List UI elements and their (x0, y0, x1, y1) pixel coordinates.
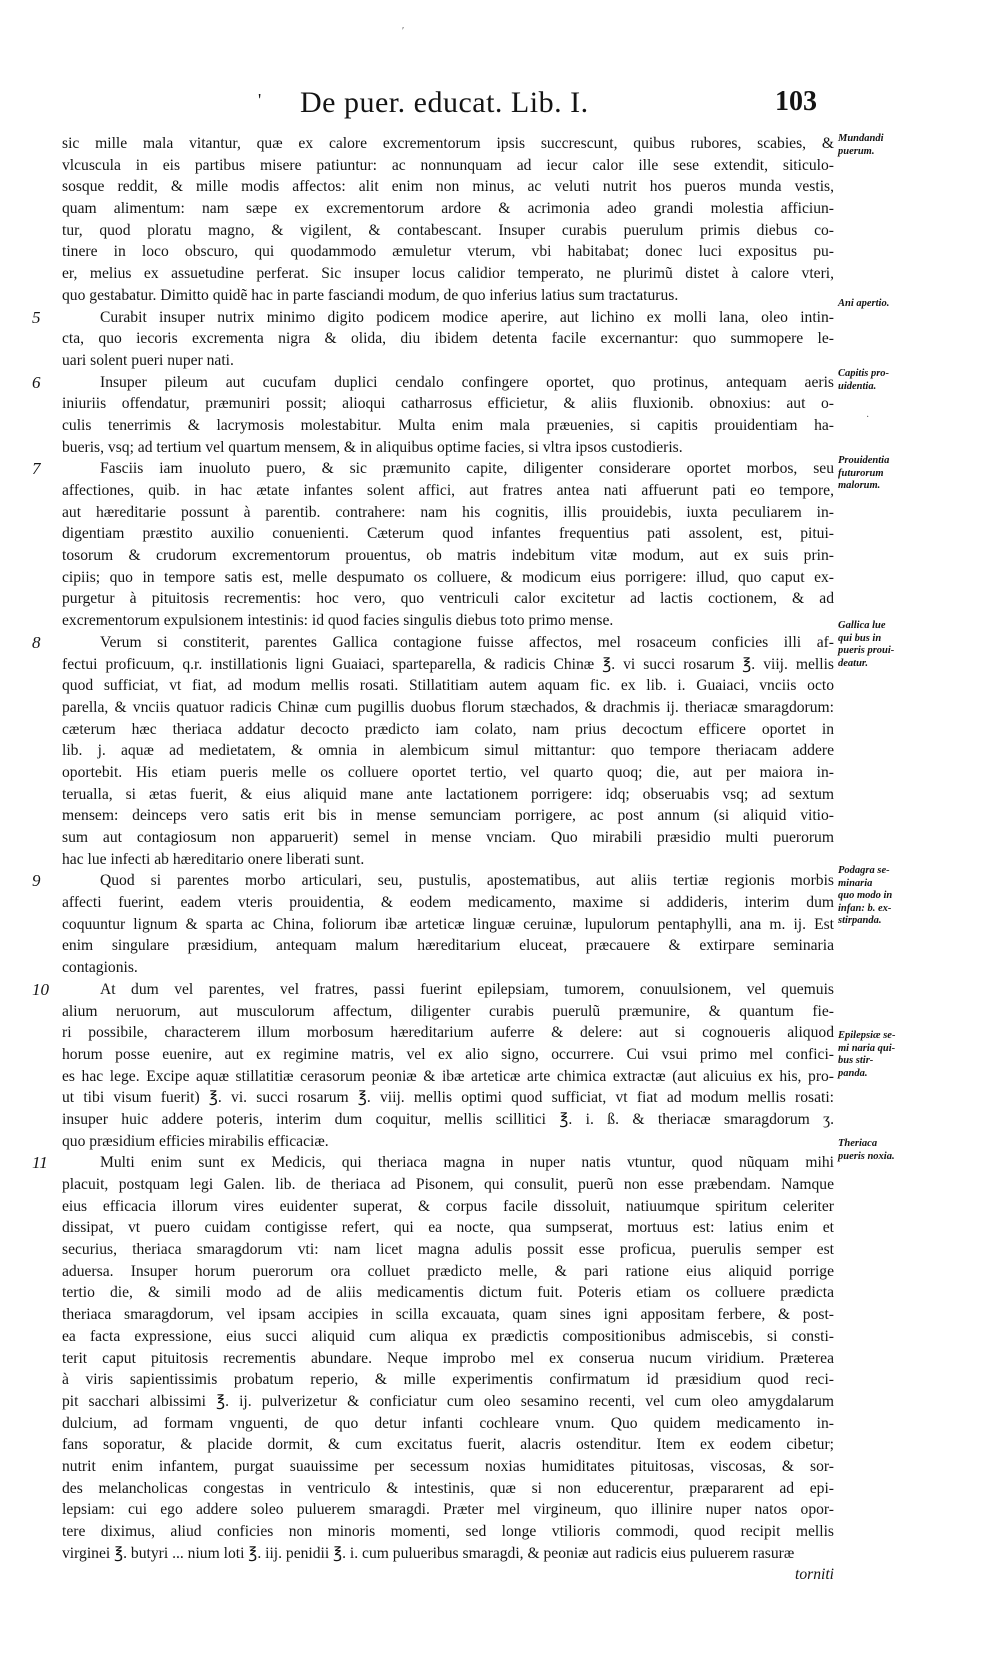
running-head (0, 86, 1000, 126)
paragraph-number: 6 (32, 372, 41, 392)
text-line: terit caput pituitosis recrementis abundare. Neque improbo mel ex conserua nucum viridium. Præterea (62, 1349, 834, 1367)
text-column (32, 133, 834, 1586)
text-line: tere diximus, aliud conficies non minoris momenti, sed longe vtilioris commodi, quod recipit mellis (62, 1523, 834, 1540)
text-line: pit sacchari albissimi ℥. ij. pulverizetur & conficiatur cum oleo sesamino recenti, vel cum oleo amygdalarum (62, 1392, 834, 1410)
text-line: alium neruorum, aut musculorum affectum, diligenter curabis puerulũ præmunire, & quantum fie- (62, 1002, 834, 1020)
text-line: quod sufficiat, vt fiat, ad modum mellis rosati. Stillatitiam autem aquam fic. ex lib. i. Guaiaci, vnciis octo (62, 677, 834, 695)
text-line: iniuriis offendatur, præmuniri possit; alioqui catharrosus efficietur, & aliis fluxionib. obnoxius: aut o- (62, 395, 834, 413)
margin-note-line: Epilepsiæ se- (838, 1030, 896, 1041)
paragraph-number: 10 (32, 979, 49, 999)
paragraph (32, 372, 834, 459)
text-line: horum posse euenire, aut ex regimine matris, vel ex alio signo, occurrere. Cui vsui primo mel confici- (62, 1045, 834, 1063)
margin-note-line: quo modo in (838, 890, 893, 901)
margin-note-line: mi naria qui- (838, 1042, 896, 1054)
paragraph (32, 979, 834, 1153)
text-line: purgetur à pituitosis recrementis: hoc vero, quo ventriculi calor excitetur ad lactis coctionem, & ad (62, 590, 834, 608)
margin-note-line: stirpanda. (838, 915, 882, 926)
text-line: des melancholicas congestas in ventriculo & intestinis, quæ si non educerentur, præpararent ad epi- (62, 1479, 834, 1497)
text-line: placuit, postquam legi Galen. lib. de theriaca ad Pisonem, qui consulit, puerũ non esse præbendam. Namque (62, 1176, 834, 1193)
text-line: ut tibi visum fuerit) ℥. vi. succi rosarum ℥. viij. mellis optimi quod sufficiat, vt fiat ad modum mellis rosati: (62, 1089, 834, 1107)
text-line: excrementorum expulsionem intestinis: id quod facies singulis diebus toto primo mense. (62, 612, 614, 630)
text-line: quo præsidium efficies mirabilis efficaciæ. (62, 1132, 329, 1150)
margin-note-line: Podagra se- (838, 865, 890, 876)
margin-note-capitis (838, 368, 988, 393)
margin-note-theriaca (838, 1138, 988, 1163)
text-line: cæterum hæc theriaca addatur decocto prædicto iam colato, nam prius decoctum efficere oportet in (62, 720, 834, 738)
text-line: virginei ℥. butyri ... nium loti ℥. iij. penidii ℥. i. cum pulueribus smaragdi, & peoniæ aut radicis eius puluerem rasuræ (62, 1544, 795, 1562)
text-line: er, melius ex assuetudine perferat. Sic insuper locus calidior temperato, ne plurimũ distet à calore vteri, (62, 265, 834, 283)
text-line: coquuntur lignum & sparta ac China, foliorum ibæ arteticæ linguæ ceruinæ, lupulorum pentaphylli, ana m. ij. Est (62, 915, 834, 933)
paragraph-number: 8 (32, 632, 41, 652)
text-line: affecti fuerint, eadem vteris prouidentia, & eodem medicamento, maxime si addideris, interim dum (62, 894, 834, 912)
text-line: eius efficacia illorum vires euidenter superat, & corpus facile dissoluit, natiuumque spiritum celeriter (62, 1197, 834, 1215)
text-line: quo gestabatur. Dimitto quidẽ hac in parte fasciandi modum, de quo inferius latius sum tractaturus. (62, 286, 679, 304)
text-line: terualla, si ætas fuerit, & eius aliquid mane ante lactationem porrigere: idq; obseruabis vsq; ad sextum (62, 785, 834, 803)
text-line: ea facta expressione, eius succi aliquid cum aliqua ex prædictis compositionibus admiscebis, si consti- (62, 1327, 834, 1345)
margin-note-line: pueris noxia. (838, 1150, 895, 1162)
text-line: securius, theriaca smaragdorum vti: nam licet magna adulis possit esse proficua, puerulis semper est (62, 1241, 834, 1259)
margin-note-line: infan: b. ex- (838, 902, 892, 914)
text-line: culis tenerrimis & lacrymosis molestabitur. Multa enim mala præuenies, si capitis prouidentiam ha- (62, 416, 834, 434)
text-line: nutrit enim infantem, purgat suauissime per secessum noxias humiditates pituitosas, viscosas, & sor- (62, 1457, 834, 1475)
margin-note-line: deatur. (838, 657, 869, 669)
text-line: oportebit. His etiam pueris melle os colluere oportet tertio, vel quarto quoq; die, aut per maiora in- (62, 763, 834, 781)
margin-note-line: Theriaca (838, 1138, 878, 1149)
paragraph (32, 870, 834, 978)
text-line: parella, & vnciis quatuor radicis Chinæ cum pugillis duobus florum stæchados, & drachmis ij. theriacæ smaragdorum: (62, 698, 834, 716)
text-line: insuper huic addere poteris, interim dum coquitur, mellis scillitici ℥. i. ß. & theriacæ smaragdorum ʒ. (62, 1110, 834, 1128)
margin-note-gallica (838, 620, 988, 670)
text-line: bueris, vsq; ad tertium vel quartum mensem, & in aliquibus optime facies, si vltra ipsos custodieris. (62, 438, 683, 456)
text-line: contagionis. (62, 959, 138, 977)
text-line: aut hæreditarie possunt à parentib. contrahere: nam his cognitis, illis prouidebis, iuxta peculiarem in- (62, 503, 834, 521)
text-line: lepsiam: cui ego addere soleo puluerem smaragdi. Præter mel virgineum, quo illinire nuper natos opor- (62, 1501, 834, 1519)
text-line: hac lue infecti ab hæreditario onere liberati sunt. (62, 850, 365, 868)
paper-speck: ′ (402, 26, 405, 37)
text-line: cipiis; quo in tempore satis est, melle despumato os colluere, & modicum eius porrigere: illud, quo caput ex- (62, 568, 834, 586)
text-line: tinere in loco obscuro, qui quodammodo æmuletur vterum, vbi habitabat; donec luci expositus pu- (62, 243, 834, 261)
margin-note-mundandi (838, 133, 988, 158)
paragraph-number: 9 (32, 871, 41, 891)
margin-note-line: minaria (838, 877, 873, 889)
text-line: dulcium, ad formam vnguenti, de quo detur infanti cochleare vnum. Quo quidem medicamento in- (62, 1414, 834, 1432)
text-line: es hac lege. Excipe aquæ stillatitiæ cerasorum peoniæ & ibæ arteticæ arte chimica extractæ (aut alicuius ex his, pro- (62, 1067, 834, 1085)
margin-note-line: Ani apertio. (838, 298, 890, 309)
paper-speck: · (866, 412, 870, 423)
margin-note-line: pueris proui- (838, 645, 895, 656)
text-line: Insuper pileum aut cucufam duplici cendalo confingere oportet, quo protinus, antequam aeris (100, 373, 834, 391)
text-line: ri possibile, characterem illum morbosum hæreditarium auferre & delere: aut si cognoueris aliquod (62, 1024, 834, 1042)
paragraph-number: 5 (32, 307, 41, 327)
text-line: digentiam præstito auxilio conuenienti. Cæterum quod infantes frequentius pati assolent, est, pitui- (62, 525, 834, 543)
margin-note-line: Capitis pro- (838, 368, 890, 379)
text-line: à viris sapientissimis probatum reperio, & mille experimentis confirmatum id præsidium quod reci- (62, 1371, 834, 1389)
text-line: quam alimentum: nam sæpe ex excrementorum ardore & acrimonia adeo grandi molestia afficiun- (62, 200, 834, 218)
text-line: theriaca smaragdorum, vel ipsam accipies in scilla excauata, quam sines igni appositam ferbere, & post- (62, 1306, 834, 1324)
margin-note-prouidentia (838, 455, 988, 493)
margin-note-line: uidentia. (838, 380, 877, 392)
text-line: Fasciis iam inuoluto puero, & sic præmunito capite, diligenter considerare oportet morbos, seu (100, 460, 834, 478)
text-line: Multi enim sunt ex Medicis, qui theriaca magna in nuper natis vtuntur, quod nũquam mihi (100, 1154, 834, 1172)
text-line: Verum si constiterit, parentes Gallica contagione fuisse affectos, mel rosaceum conficies illi af- (100, 633, 834, 651)
text-line: enim singulare præsidium, antequam malum hæreditarium eluceat, præcauere & extirpare seminaria (62, 937, 834, 955)
margin-note-line: Gallica lue (838, 620, 886, 631)
text-line: cta, quo iecoris excrementa nigra & olida, diu ibidem detenta facile excernantur: quo summopere le- (62, 330, 834, 348)
text-line: tur, quod ploratu magno, & vigilent, & contabescant. Insuper curabis puerulum primis diebus co- (62, 221, 834, 239)
text-line: aduersa. Insuper horum puerorum ora colluet prædicto melle, & pari ratione eius aliquid porrige (62, 1262, 834, 1280)
text-line: Quod si parentes morbo articulari, seu, pustulis, apostematibus, aut aliis tertiæ regionis morbis (100, 872, 834, 890)
text-line: sum aut contagiosum non apparuerit) semel in mense vnciam. Quo mirabili præsidio multi puerorum (62, 829, 834, 846)
text-line: fectui proficuum, q.r. instillationis ligni Guaiaci, sparteparella, & radicis Chinæ ℥. vi succi rosarum ℥. viij. mellis (62, 655, 834, 673)
margin-note-epilepsiae (838, 1030, 988, 1080)
paragraph-number: 11 (32, 1153, 48, 1173)
paragraph (32, 632, 834, 871)
margin-note-line: Prouidentia (838, 455, 890, 466)
text-line: vlcuscula in eis partibus misere patiuntur: ac nonnunquam ad iecur calor ille sese extendit, siticulo- (62, 156, 834, 174)
margin-note-line: qui bus in (838, 632, 882, 644)
text-line: sic mille mala vitantur, quæ ex calore excrementorum ipsis succrescunt, quibus rubores, scabies, & (62, 135, 834, 152)
margin-note-line: futurorum (838, 467, 884, 479)
paragraph (62, 133, 834, 307)
text-line: Curabit insuper nutrix minimo digito podicem modice aperire, aut lichino ex molli lana, oleo intin- (100, 308, 834, 326)
margin-note-line: puerum. (838, 145, 875, 157)
margin-note-line: panda. (838, 1067, 868, 1079)
text-line: sosque reddit, & mille modis affectos: alit enim non minus, ac veluti nutrit hos pueros munda vestis, (62, 178, 834, 196)
margin-note-line: bus stir- (838, 1055, 874, 1066)
paragraph (32, 458, 834, 632)
paragraph (32, 307, 834, 372)
text-line: lib. j. aquæ ad medietatem, & omnia in alembicum simul mittantur: quo tempore theriacam addere (62, 742, 834, 760)
text-line: uari solent pueri nuper nati. (62, 351, 234, 369)
running-head-title: De puer. educat. Lib. I. (300, 86, 589, 119)
text-line: fans soporatur, & placide dormit, & cum excitatus fuerit, alacris ostenditur. Item ex eodem cibetur; (62, 1436, 834, 1454)
margin-note-ani (838, 298, 988, 311)
text-line: mensem: deinceps vero satis erit bis in mense semunciam porrigere, ac post annum (si aliquid vitio- (62, 807, 834, 825)
catchword: torniti (795, 1566, 834, 1584)
margin-note-line: Mundandi (838, 133, 884, 144)
text-line: tertio die, & simili modo ad de aliis medicamentis dictum fuit. Poteris etiam os colluere prædicta (62, 1284, 834, 1302)
text-line: At dum vel parentes, vel fratres, passi fuerint epilepsiam, tumorem, conuulsionem, vel quemuis (100, 980, 834, 998)
text-line: dissipat, vt puero cuidam contigisse refert, qui ea nocte, qua sumpserat, mortuus est: latius enim et (62, 1219, 834, 1237)
text-line: affectiones, quib. in hac ætate infantes solent affici, aut fratres antea nati affuerunt pati eo tempore, (62, 482, 834, 499)
paragraph-number: 7 (32, 459, 41, 479)
text-line: tosorum & crudorum excrementorum prouentus, ob matris indebitum vitæ modum, aut ex suis prin- (62, 547, 834, 565)
paragraph (32, 1152, 834, 1586)
margin-note-podagra (838, 865, 988, 928)
page-number: 103 (775, 86, 817, 117)
margin-note-line: malorum. (838, 480, 881, 491)
running-head-mark: ' (258, 90, 262, 110)
